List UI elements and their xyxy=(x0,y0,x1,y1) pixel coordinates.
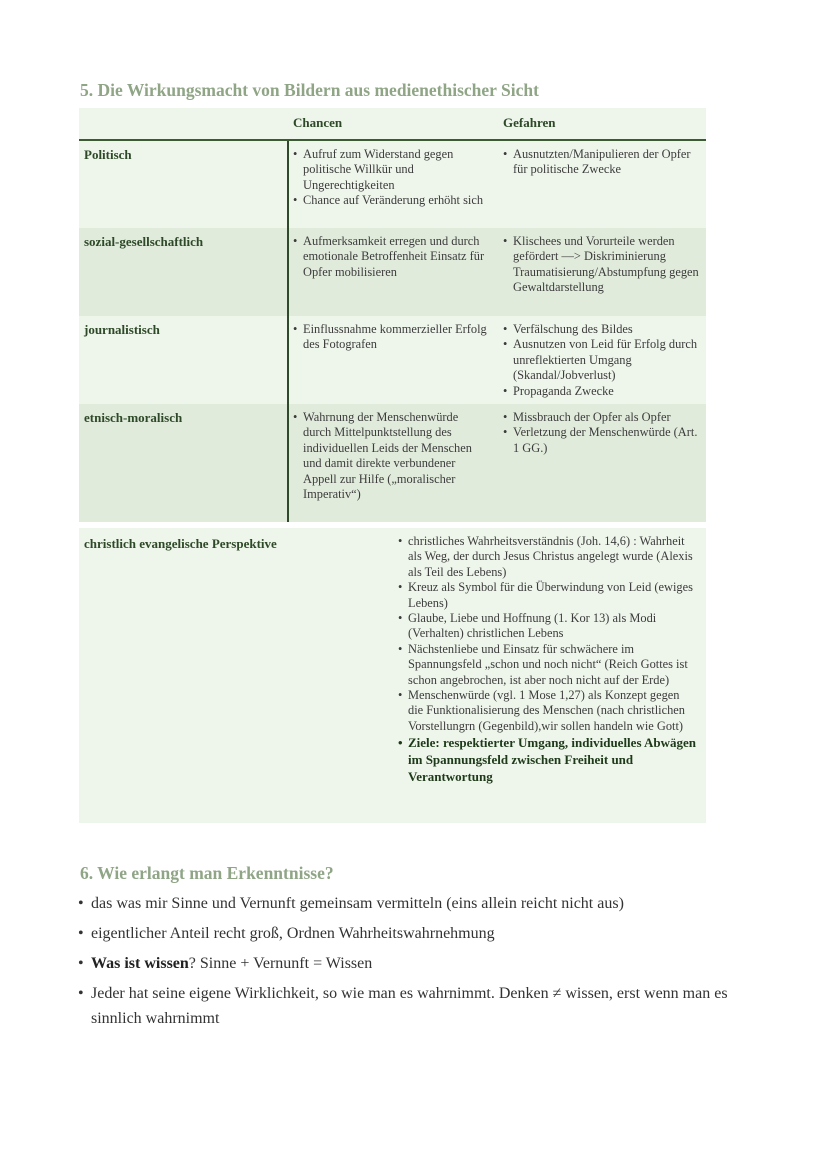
gefahren-cell xyxy=(501,322,701,399)
list-item: • Nächstenliebe und Einsatz für schwächere im Spannungsfeld „schon und noch nicht“ (Reich Gottes ist schon angebrochen, ist aber noch nicht auf der Erde) xyxy=(397,642,697,688)
gefahren-cell xyxy=(501,410,701,456)
table-row-etnisch xyxy=(79,404,706,522)
list-item: • Ausnutzen von Leid für Erfolg durch unreflektierten Umgang (Skandal/Jobverlust) xyxy=(501,337,701,383)
gefahren-cell xyxy=(501,147,701,178)
list-item: • Verfälschung des Bildes xyxy=(501,322,701,337)
table-row-politisch xyxy=(79,141,706,228)
column-divider xyxy=(287,404,289,522)
list-item: • Glaube, Liebe und Hoffnung (1. Kor 13) als Modi (Verhalten) christlichen Lebens xyxy=(397,611,697,642)
table-row-journalistisch xyxy=(79,316,706,404)
list-item: • Chance auf Veränderung erhöht sich xyxy=(291,193,491,208)
list-item: • Missbrauch der Opfer als Opfer xyxy=(501,410,701,425)
chancen-cell xyxy=(291,234,491,280)
row-label: journalistisch xyxy=(84,322,160,337)
header-gefahren: Gefahren xyxy=(503,115,556,130)
chancen-cell xyxy=(291,410,483,502)
list-item: • das was mir Sinne und Vernunft gemeinsam vermitteln (eins allein reicht nicht aus) xyxy=(78,891,758,916)
list-item xyxy=(78,951,758,976)
list-item: • Verletzung der Menschenwürde (Art. 1 GG.) xyxy=(501,425,701,456)
table-row-sozial xyxy=(79,228,706,316)
knowledge-list xyxy=(78,891,758,1036)
header-chancen: Chancen xyxy=(293,115,343,130)
christian-list xyxy=(397,534,697,785)
column-divider xyxy=(287,316,289,404)
column-divider xyxy=(287,141,289,228)
section-6-title: 6. Wie erlangt man Erkenntnisse? xyxy=(80,863,334,883)
media-ethics-table xyxy=(79,108,706,522)
list-item: • christliches Wahrheitsverständnis (Joh. 14,6) : Wahrheit als Weg, der durch Jesus Christus angelegt wurde (Alexis als Teil des Lebens) xyxy=(397,534,697,580)
list-item: • eigentlicher Anteil recht groß, Ordnen Wahrheitswahrnehmung xyxy=(78,921,758,946)
list-item: • Einflussnahme kommerzieller Erfolg des Fotografen xyxy=(291,322,491,353)
chancen-cell xyxy=(291,322,491,353)
table-header-row xyxy=(79,108,706,141)
list-item: • Kreuz als Symbol für die Überwindung von Leid (ewiges Lebens) xyxy=(397,580,697,611)
question-rest: ? Sinne + Vernunft = Wissen xyxy=(188,955,373,972)
column-divider xyxy=(287,228,289,316)
row-label: etnisch-moralisch xyxy=(84,410,183,425)
row-label: Politisch xyxy=(84,147,132,162)
bold-question: Was ist wissen xyxy=(91,955,189,972)
list-item: • Propaganda Zwecke xyxy=(501,384,701,399)
gefahren-cell xyxy=(501,234,701,296)
chancen-cell xyxy=(291,147,491,209)
list-item: • Klischees und Vorurteile werden gefördert —> Diskriminierung Traumatisierung/Abstumpfung gegen Gewaltdarstellung xyxy=(501,234,701,296)
section-5-title: 5. Die Wirkungsmacht von Bildern aus medienethischer Sicht xyxy=(80,80,539,100)
goal-item: • Ziele: respektierter Umgang, individuelles Abwägen im Spannungsfeld zwischen Freiheit und Verantwortung xyxy=(397,734,697,785)
row-label: sozial-gesellschaftlich xyxy=(84,234,204,249)
list-item: • Ausnutzten/Manipulieren der Opfer für politische Zwecke xyxy=(501,147,701,178)
list-item: • Jeder hat seine eigene Wirklichkeit, so wie man es wahrnimmt. Denken ≠ wissen, erst wenn man es sinnlich wahrnimmt xyxy=(78,981,758,1031)
list-item: • Aufmerksamkeit erregen und durch emotionale Betroffenheit Einsatz für Opfer mobilisieren xyxy=(291,234,491,280)
list-item: • Wahrnung der Menschenwürde durch Mittelpunktstellung des individuellen Leids der Menschen und damit direkte verbundener Appell zur Hilfe („moralischer Imperativ“) xyxy=(291,410,483,502)
list-item: • Aufruf zum Widerstand gegen politische Willkür und Ungerechtigkeiten xyxy=(291,147,491,193)
list-item: • Menschenwürde (vgl. 1 Mose 1,27) als Konzept gegen die Funktionalisierung des Menschen (nach christlichen Vorstellungrn (Gegenbild),wir sollen handeln wie Gott) xyxy=(397,688,697,734)
christian-label: christlich evangelische Perspektive xyxy=(84,536,277,551)
christian-perspective-box xyxy=(79,528,706,823)
